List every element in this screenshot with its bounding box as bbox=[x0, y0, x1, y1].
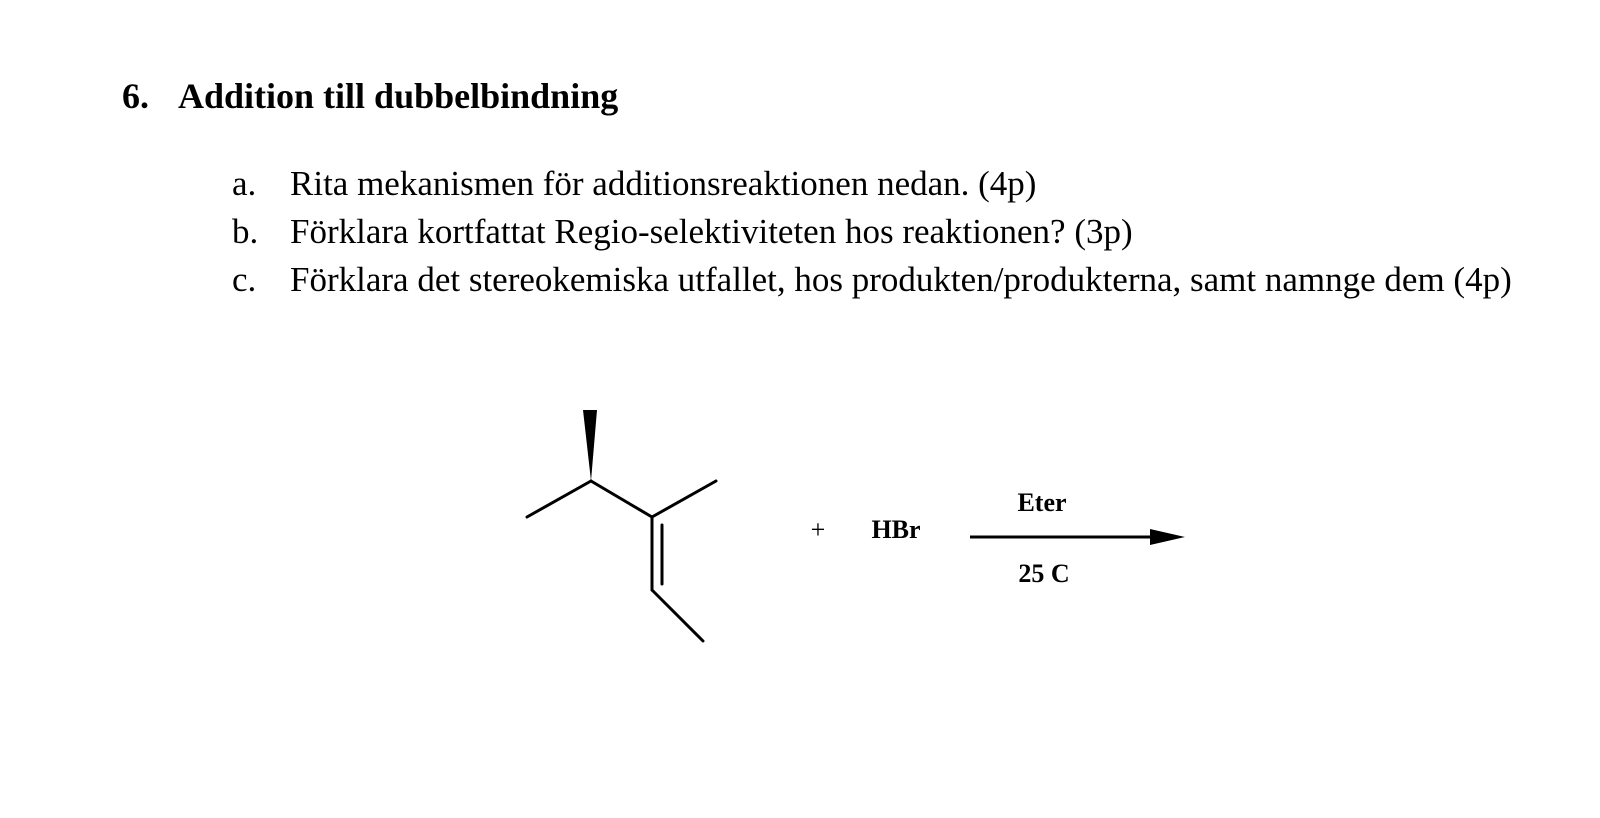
subquestion-text: Rita mekanismen för additionsreaktionen nedan. (4p) bbox=[290, 164, 1037, 203]
subquestion-text: Förklara kortfattat Regio-selektiviteten hos reaktionen? (3p) bbox=[290, 212, 1133, 251]
reaction-arrow-head bbox=[1150, 529, 1185, 545]
bond-ethyl-end bbox=[652, 590, 703, 641]
condition-temperature: 25 C bbox=[1018, 559, 1070, 588]
subquestion-marker: a. bbox=[232, 164, 257, 203]
bond-left-methyl bbox=[527, 481, 591, 517]
bond-to-alkene-carbon bbox=[591, 481, 652, 517]
question-title: Addition till dubbelbindning bbox=[178, 76, 619, 116]
alkene-structure bbox=[527, 410, 716, 641]
subquestion-marker: c. bbox=[232, 260, 257, 299]
plus-sign: + bbox=[810, 515, 826, 544]
subquestion-text: Förklara det stereokemiska utfallet, hos produkten/produkterna, samt namnge dem (4p) bbox=[290, 260, 1512, 299]
bond-right-methyl bbox=[652, 481, 716, 517]
condition-solvent: Eter bbox=[1017, 488, 1067, 517]
question-number: 6. bbox=[122, 76, 149, 116]
subquestion-marker: b. bbox=[232, 212, 259, 251]
wedge-bond bbox=[583, 410, 597, 481]
reagent-label: HBr bbox=[871, 515, 921, 544]
